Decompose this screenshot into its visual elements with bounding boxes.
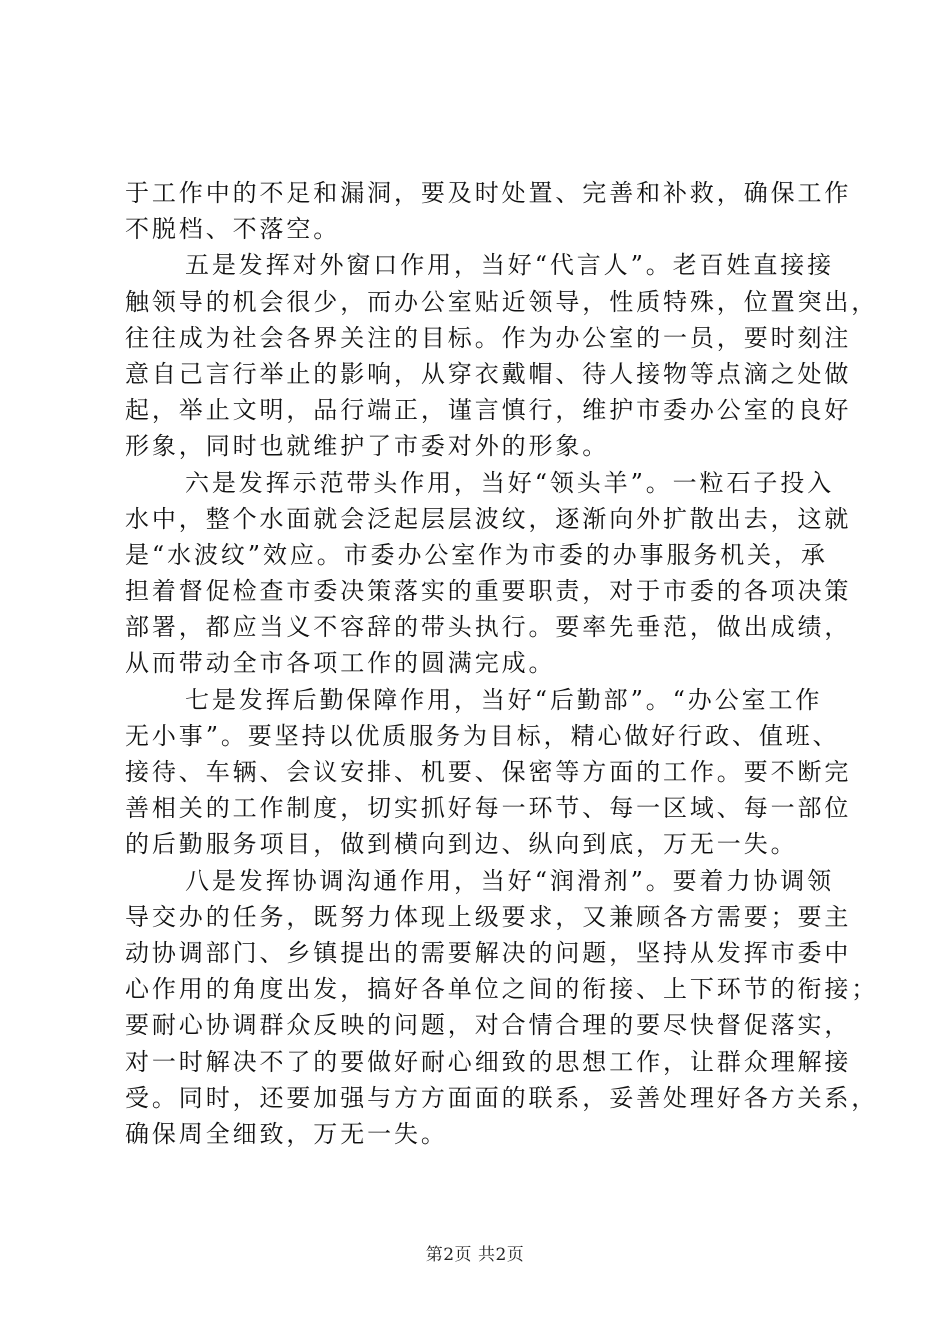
body-text (125, 175, 879, 1152)
text-line: 起，举止文明，品行端正，谨言慎行，维护市委办公室的良好 (125, 396, 852, 425)
text-line: 接待、车辆、会议安排、机要、保密等方面的工作。要不断完 (125, 758, 852, 786)
text-line: 动协调部门、乡镇提出的需要解决的问题，坚持从发挥市委中 (125, 938, 852, 967)
page-footer: 第2页 共2页 (425, 1245, 525, 1265)
text-line: 的后勤服务项目，做到横向到边、纵向到底，万无一失。 (125, 830, 798, 859)
text-line: 七是发挥后勤保障作用，当好“后勤部”。“办公室工作 (185, 685, 823, 714)
text-line: 要耐心协调群众反映的问题，对合情合理的要尽快督促落实， (125, 1011, 852, 1040)
text-line: 导交办的任务，既努力体现上级要求，又兼顾各方需要；要主 (125, 902, 852, 931)
text-line: 部署，都应当义不容辞的带头执行。要率先垂范，做出成绩， (125, 613, 852, 642)
text-line: 是“水波纹”效应。市委办公室作为市委的办事服务机关，承 (125, 540, 828, 569)
text-line: 意自己言行举止的影响，从穿衣戴帽、待人接物等点滴之处做 (125, 359, 852, 388)
text-line: 无小事”。要坚持以优质服务为目标，精心做好行政、值班、 (125, 721, 840, 750)
text-line: 心作用的角度出发，搞好各单位之间的衔接、上下环节的衔接； (125, 975, 879, 1004)
text-line: 触领导的机会很少，而办公室贴近领导，性质特殊，位置突出， (125, 287, 879, 316)
text-line: 于工作中的不足和漏洞，要及时处置、完善和补救，确保工作 (125, 179, 852, 207)
text-line: 形象，同时也就维护了市委对外的形象。 (125, 432, 610, 461)
text-line: 八是发挥协调沟通作用，当好“润滑剂”。要着力协调领 (185, 866, 835, 895)
text-line: 不脱档、不落空。 (125, 215, 341, 244)
text-line: 水中，整个水面就会泛起层层波纹，逐渐向外扩散出去，这就 (125, 504, 852, 533)
text-line: 往往成为社会各界关注的目标。作为办公室的一员，要时刻注 (125, 323, 852, 352)
text-line: 担着督促检查市委决策落实的重要职责，对于市委的各项决策 (125, 577, 852, 606)
text-line: 善相关的工作制度，切实抓好每一环节、每一区域、每一部位 (125, 794, 852, 823)
text-line: 对一时解决不了的要做好耐心细致的思想工作，让群众理解接 (125, 1047, 852, 1076)
text-line: 受。同时，还要加强与方方面面的联系，妥善处理好各方关系， (125, 1083, 879, 1112)
text-line: 从而带动全市各项工作的圆满完成。 (125, 649, 556, 678)
text-line: 五是发挥对外窗口作用，当好“代言人”。老百姓直接接 (185, 251, 835, 280)
text-line: 确保周全细致，万无一失。 (125, 1119, 448, 1148)
text-line: 六是发挥示范带头作用，当好“领头羊”。一粒石子投入 (185, 468, 835, 497)
